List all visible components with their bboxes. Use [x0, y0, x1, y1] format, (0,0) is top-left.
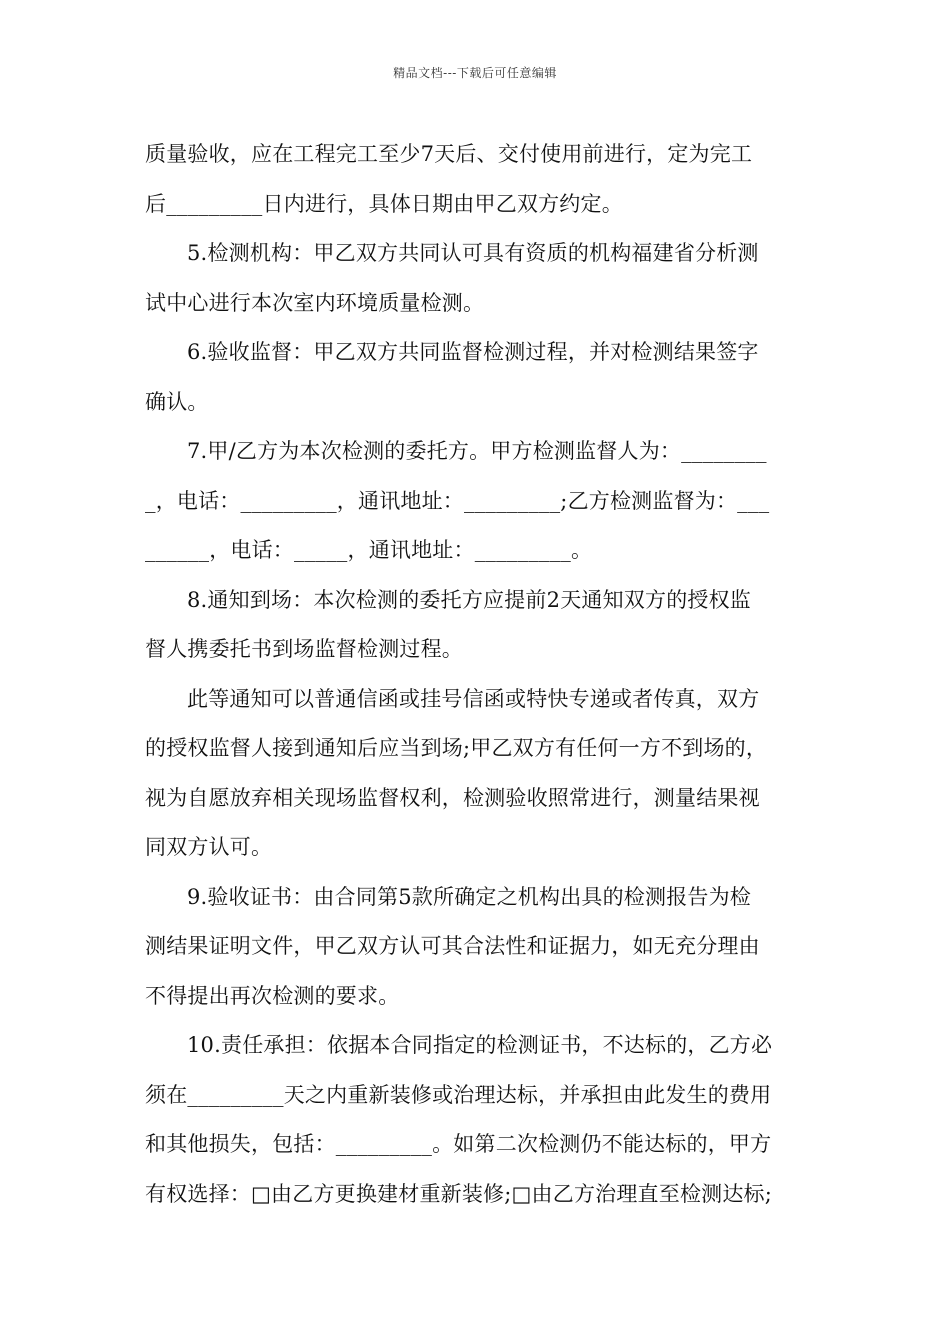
text-line: 的授权监督人接到通知后应当到场;甲乙双方有任何一方不到场的，	[145, 736, 768, 760]
text-line: 此等通知可以普通信函或挂号信函或特快专递或者传真，双方	[187, 686, 760, 711]
text-line: 和其他损失，包括：_________。如第二次检测仍不能达标的，甲方	[145, 1132, 772, 1156]
text-line: 质量验收，应在工程完工至少7天后、交付使用前进行，定为完工	[145, 142, 753, 166]
text-line: 不得提出再次检测的要求。	[145, 983, 400, 1008]
text-line: 8.通知到场：本次检测的委托方应提前2天通知双方的授权监	[187, 587, 751, 612]
text-line: 7.甲/乙方为本次检测的委托方。甲方检测监督人为：________	[187, 439, 767, 463]
document-body	[145, 130, 815, 1219]
text-line: 9.验收证书：由合同第5款所确定之机构出具的检测报告为检	[187, 884, 751, 909]
text-line: 有权选择：□由乙方更换建材重新装修;□由乙方治理直至检测达标;	[145, 1181, 773, 1206]
text-line: 5.检测机构：甲乙双方共同认可具有资质的机构福建省分析测	[187, 241, 759, 265]
text-line: 督人携委托书到场监督检测过程。	[145, 637, 463, 661]
text-line: 须在_________天之内重新装修或治理达标，并承担由此发生的费用	[145, 1082, 772, 1107]
text-line: 6.验收监督：甲乙双方共同监督检测过程，并对检测结果签字	[187, 340, 759, 364]
text-line: 同双方认可。	[145, 835, 273, 859]
text-line: 试中心进行本次室内环境质量检测。	[145, 290, 485, 315]
text-line: _，电话：_________，通讯地址：_________;乙方检测监督为：___	[145, 488, 770, 513]
text-line: 测结果证明文件，甲乙双方认可其合法性和证据力，如无充分理由	[145, 934, 760, 958]
page-header: 精品文档---下载后可任意编辑	[393, 66, 557, 80]
text-line: 确认。	[145, 389, 209, 414]
text-line: 视为自愿放弃相关现场监督权利，检测验收照常进行，测量结果视	[145, 785, 760, 810]
text-line: 后_________日内进行，具体日期由甲乙双方约定。	[145, 191, 623, 216]
text-line: ______，电话：_____，通讯地址：_________。	[145, 538, 593, 562]
text-line: 10.责任承担：依据本合同指定的检测证书，不达标的，乙方必	[187, 1033, 773, 1057]
